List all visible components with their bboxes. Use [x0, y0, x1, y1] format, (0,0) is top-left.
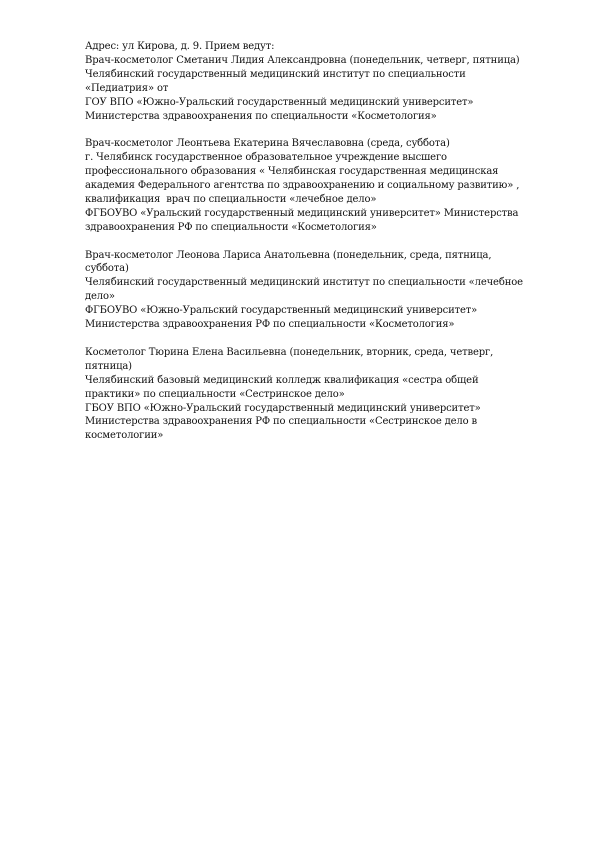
doctor-name-line: пятница): [85, 360, 132, 372]
clinic-section-smetanich: [85, 40, 555, 123]
education-line: «Педиатрия» от: [85, 82, 169, 94]
address-line: Адрес: ул Кирова, д. 9. Прием ведут:: [85, 41, 275, 52]
doctor-name-line: суббота): [85, 263, 129, 275]
education-line: дело»: [85, 291, 115, 303]
education-line: ФГБОУВО «Уральский государственный медицинский университет» Министерства: [85, 207, 519, 219]
education-line: г. Челябинск государственное образовательное учреждение высшего: [85, 152, 447, 164]
doctor-section-tyurina: [85, 346, 555, 443]
paragraph-gap: [85, 332, 555, 346]
education-line: ФГБОУВО «Южно-Уральский государственный медицинский университет»: [85, 305, 478, 317]
education-line: здравоохранения РФ по специальности «Косметология»: [85, 221, 377, 233]
paragraph-gap: [85, 235, 555, 249]
education-line: Челябинский государственный медицинский институт по специальности: [85, 68, 466, 80]
doctor-section-leontyeva: [85, 137, 555, 234]
doctor-name-line: Врач-косметолог Леонтьева Екатерина Вячеславовна (среда, суббота): [85, 138, 450, 150]
education-line: ГОУ ВПО «Южно-Уральский государственный медицинский университет»: [85, 96, 474, 108]
education-line: Министерства здравоохранения РФ по специальности «Сестринское дело в: [85, 416, 477, 428]
doctor-name-line: Косметолог Тюрина Елена Васильевна (понедельник, вторник, среда, четверг,: [85, 346, 494, 358]
education-line: Министерства здравоохранения РФ по специальности «Косметология»: [85, 319, 455, 331]
doctor-name-line: Врач-косметолог Леонова Лариса Анатольевна (понедельник, среда, пятница,: [85, 249, 492, 261]
education-line: Челябинский государственный медицинский институт по специальности «лечебное: [85, 277, 523, 289]
education-line: косметологии»: [85, 430, 164, 442]
paragraph-gap: [85, 123, 555, 137]
education-line: академия Федерального агентства по здравоохранению и социальному развитию» ,: [85, 180, 520, 192]
doctor-section-leonova: [85, 249, 555, 332]
education-line: Министерства здравоохранения по специальности «Косметология»: [85, 110, 437, 122]
education-line: квалификация врач по специальности «лечебное дело»: [85, 193, 377, 205]
doctor-name-line: Врач-косметолог Сметанич Лидия Александровна (понедельник, четверг, пятница): [85, 54, 520, 66]
education-line: практики» по специальности «Сестринское дело»: [85, 388, 345, 400]
education-line: профессионального образования « Челябинская государственная медицинская: [85, 166, 499, 178]
document-page: [85, 40, 555, 443]
education-line: ГБОУ ВПО «Южно-Уральский государственный медицинский университет»: [85, 402, 481, 414]
education-line: Челябинский базовый медицинский колледж квалификация «сестра общей: [85, 374, 479, 386]
